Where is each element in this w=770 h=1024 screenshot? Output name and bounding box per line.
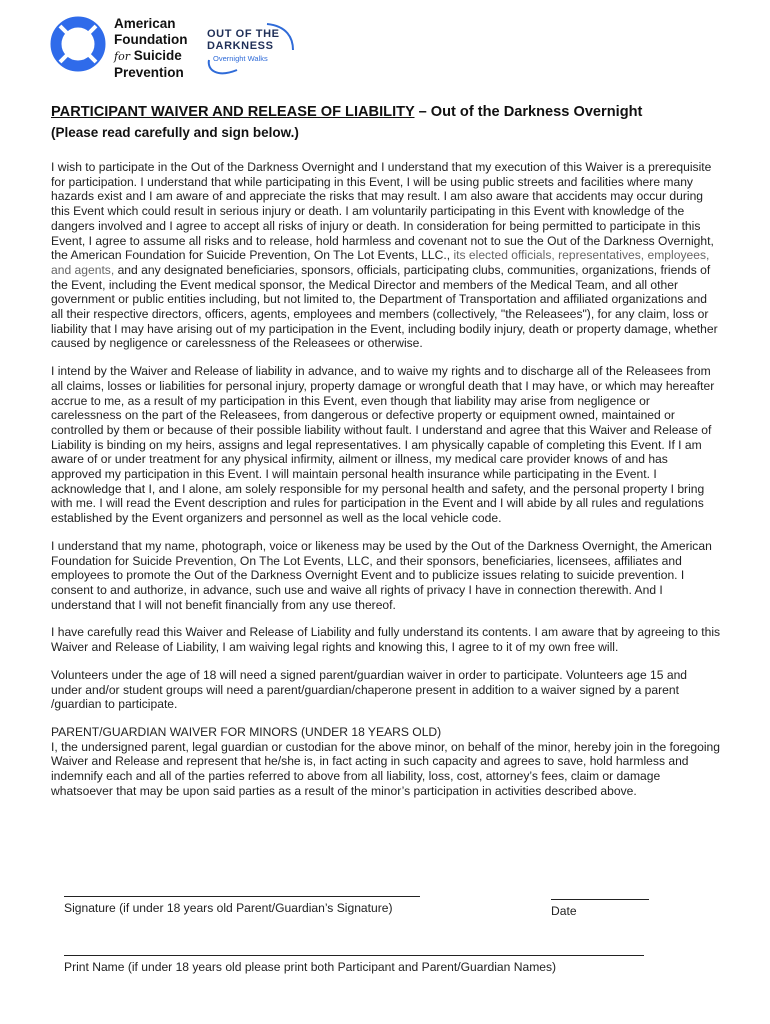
document-title: PARTICIPANT WAIVER AND RELEASE OF LIABILITY – Out of the Darkness Overnight [51, 104, 643, 120]
minors-heading: PARENT/GUARDIAN WAIVER FOR MINORS (UNDER 18 YEARS OLD) [51, 724, 442, 739]
arc-icon [207, 20, 297, 78]
signature-label: Signature (if under 18 years old Parent/Guardian’s Signature) [64, 901, 393, 915]
date-line[interactable] [551, 899, 649, 900]
print-name-line[interactable] [64, 955, 644, 956]
paragraph-volunteers: Volunteers under the age of 18 will need a signed parent/guardian waiver in order to participate. Volunteers age 15 and under and/or student groups will need a parent/guardian/chaperone present in addition to a waiver signed by a parent /guardian to participate. [51, 667, 688, 712]
paragraph-acknowledgement: I have carefully read this Waiver and Release of Liability and fully understand its contents. I am aware that by agreeing to this Waiver and Release of Liability, I am waiving legal rights and knowing this, I agree to it of my own free will. [51, 625, 721, 655]
afsp-logo [50, 16, 200, 78]
signature-line[interactable] [64, 896, 420, 897]
afsp-wordmark: American Foundation for Suicide Prevention [114, 16, 188, 80]
paragraph-waiver-intent: I intend by the Waiver and Release of liability in advance, and to waive my rights and to discharge all of the Releasees from all claims, losses or liabilities for personal injury, property damage or wrongful death that I may have, or which may hereafter accrue to me, as a result of my participation in this Event, even though that liability may arise from negligence or carelessness on the part of the Releasees, from dangerous or defective property or equipment owned, maintained or controlled by them or because of their possible liability without fault. I understand and agree that this Waiver and Release of Liability is binding on my heirs, assigns and legal representatives. I am physically capable of completing this Event. If I am aware of or under treatment for any physical infirmity, ailment or illness, my medical care provider knows of and has approved my participation in this Event. I will maintain personal health insurance while participating in the Event. I acknowledge that I, and I alone, am solely responsible for my personal health and safety, and the personal property I bring with me. I will read the Event description and rules for participation in the Event and I will abide by all rules and regulations established by the Event organizers and personnel as well as the local vehicle code. [51, 364, 715, 526]
signature-field[interactable] [64, 896, 420, 915]
document-subtitle: (Please read carefully and sign below.) [51, 125, 299, 140]
paragraph-likeness: I understand that my name, photograph, voice or likeness may be used by the Out of the Darkness Overnight, the American Foundation for Suicide Prevention, On The Lot Events, LLC, and their sponsors, beneficiaries, licensees, affiliates and employees to promote the Out of the Darkness Overnight Event and to publicize issues relating to suicide prevention. I consent to and authorize, in advance, such use and waive all rights of privacy I have in connection therewith. And I understand that I will not benefit financially from any use thereof. [51, 538, 712, 612]
date-field[interactable] [551, 899, 649, 918]
waiver-body [51, 160, 721, 811]
print-name-field[interactable] [64, 955, 644, 974]
date-label: Date [551, 904, 577, 918]
paragraph-release: I wish to participate in the Out of the Darkness Overnight and I understand that my execution of this Waiver is a prerequisite for participation. I understand that while participating in this Event, I will be using public streets and facilities where many hazards exist and I am aware of and appreciate the risks that may result. I am also aware that accidents may occur during this Event which could result in serious injury or death. I am voluntarily participating in this Event with knowledge of the dangers involved and I agree to accept all risks of injury or death. In consideration for being permitted to participate in this Event, I agree to assume all risks and to release, hold harmless and covenant not to sue the Out of the Darkness Overnight, the American Foundation for Suicide Prevention, On The Lot Events, LLC., its elected officials, representatives, employees, and agents, and any designated beneficiaries, sponsors, officials, participating clubs, communities, organizations, friends of the Event, including the Event medical sponsor, the Medical Director and members of the Medical Team, and all other government or public entities including, but not limited to, the Department of Transportation and affiliated organizations and all their respective directors, officers, agents, employees and members (collectively, "the Releasees"), for any claim, loss or liability that I may have arising out of my participation in the Event, including bodily injury, death or property damage, whether caused by negligence or carelessness of the Releasees or otherwise. [51, 160, 718, 351]
paragraph-guardian: I, the undersigned parent, legal guardian or custodian for the above minor, on behalf of the minor, hereby join in the foregoing Waiver and Release and represent that he/she is, in fact acting in such capacity and agrees to save, hold harmless and indemnify each and all of the parties referred to above from all liability, loss, cost, attorney’s fees, claim or damage whatsoever that may be upon said parties as a result of the minor’s participation in activities described above. [51, 739, 720, 798]
print-name-label: Print Name (if under 18 years old please print both Participant and Parent/Guardian Names) [64, 960, 557, 974]
lifebuoy-icon [50, 16, 106, 72]
out-of-the-darkness-logo: OUT OF THE DARKNESS Overnight Walks [207, 28, 297, 78]
